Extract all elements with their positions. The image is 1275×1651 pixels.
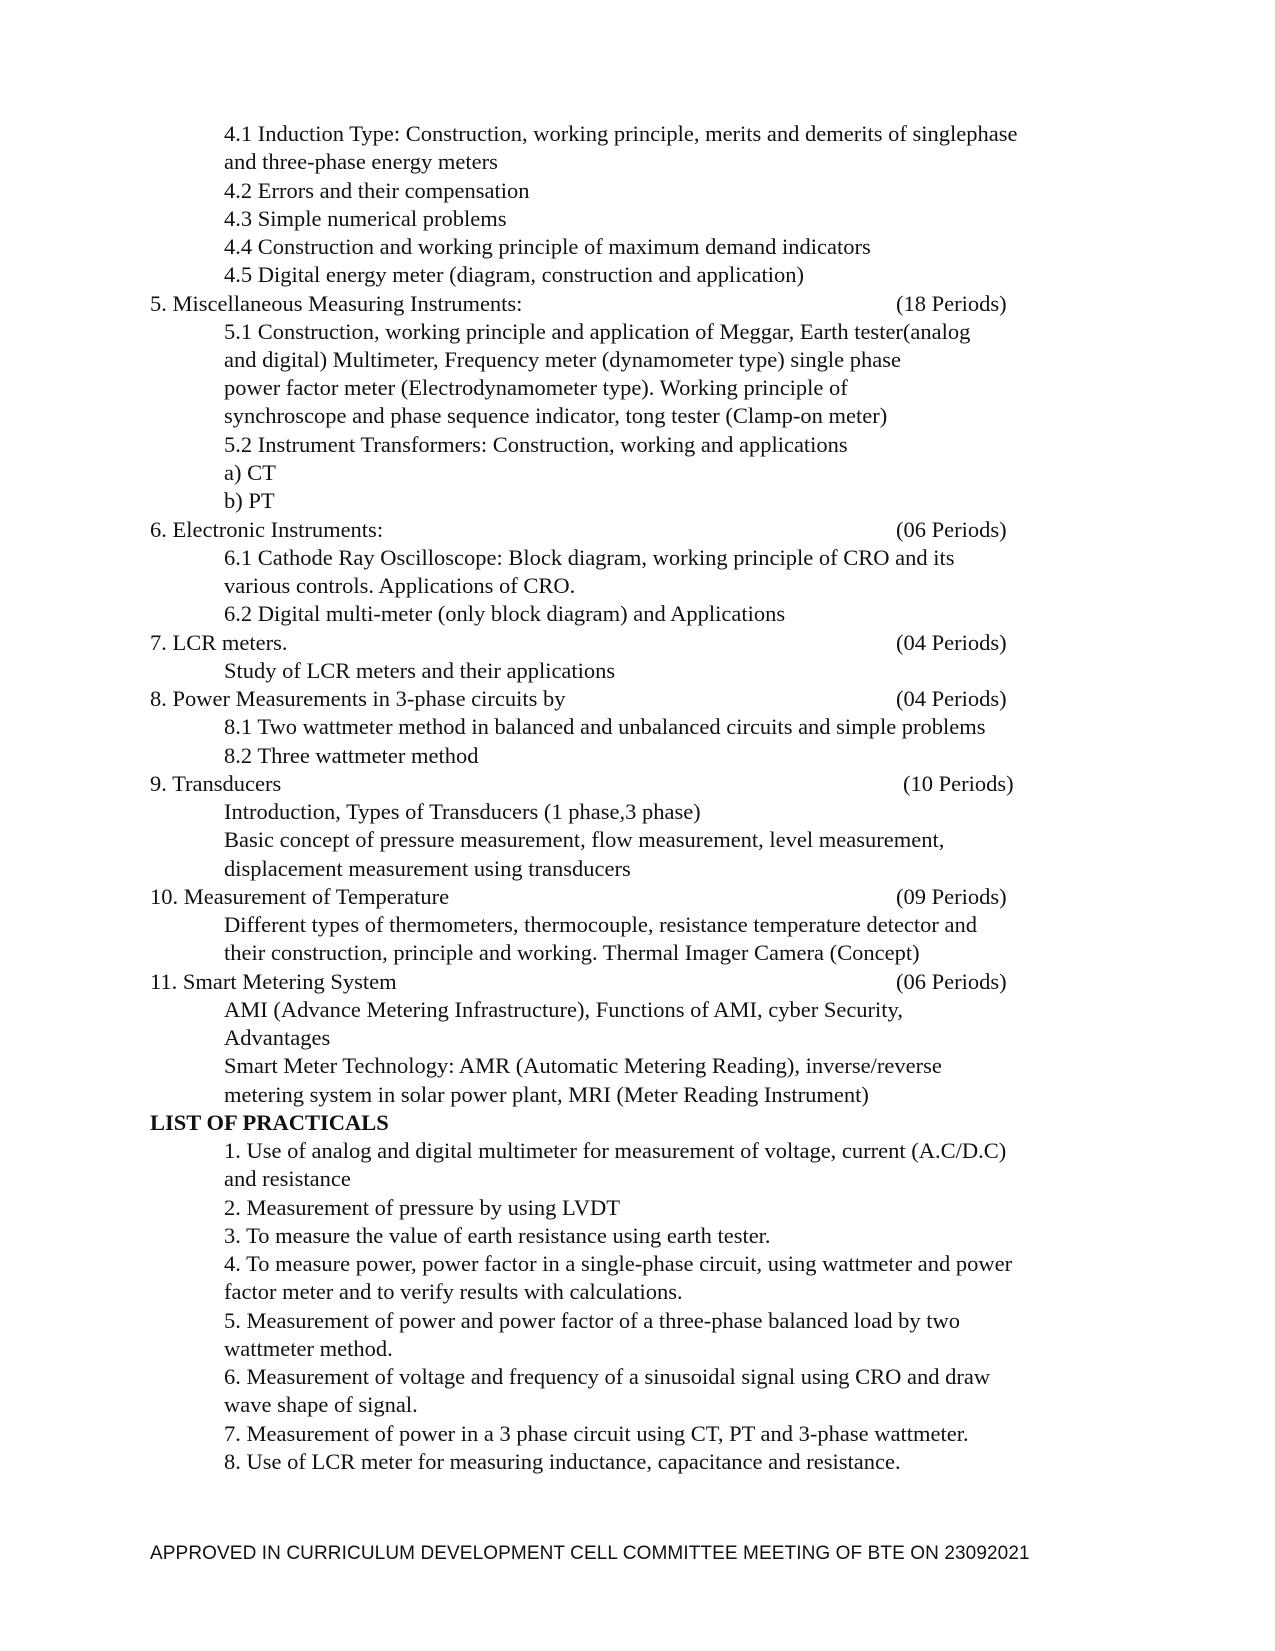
text-line: various controls. Applications of CRO. [224, 573, 576, 598]
practical-line: wave shape of signal. [224, 1392, 418, 1417]
section-heading: 6. Electronic Instruments: [150, 517, 384, 542]
practicals-heading: LIST OF PRACTICALS [150, 1110, 389, 1135]
text-line: 8.1 Two wattmeter method in balanced and unbalanced circuits and simple problems [224, 714, 986, 739]
text-line: synchroscope and phase sequence indicator, tong tester (Clamp-on meter) [224, 403, 888, 428]
text-line: 6.1 Cathode Ray Oscilloscope: Block diagram, working principle of CRO and its [224, 545, 955, 570]
text-line: 4.5 Digital energy meter (diagram, construction and application) [224, 262, 805, 287]
text-line: 4.4 Construction and working principle of maximum demand indicators [224, 234, 871, 259]
text-line: 6.2 Digital multi-meter (only block diagram) and Applications [224, 601, 786, 626]
practical-line: 7. Measurement of power in a 3 phase circuit using CT, PT and 3-phase wattmeter. [224, 1421, 969, 1446]
practical-line: 3. To measure the value of earth resistance using earth tester. [224, 1223, 771, 1248]
text-line: power factor meter (Electrodynamometer type). Working principle of [224, 375, 848, 400]
periods-label: (06 Periods) [896, 969, 1007, 994]
practical-line: factor meter and to verify results with calculations. [224, 1279, 683, 1304]
text-line: Different types of thermometers, thermocouple, resistance temperature detector and [224, 912, 978, 937]
text-line: Smart Meter Technology: AMR (Automatic Metering Reading), inverse/reverse [224, 1053, 942, 1078]
text-line: b) PT [224, 488, 275, 513]
text-line: 4.2 Errors and their compensation [224, 178, 530, 203]
practical-line: 1. Use of analog and digital multimeter for measurement of voltage, current (A.C/D.C) [224, 1138, 1007, 1163]
page-footer: APPROVED IN CURRICULUM DEVELOPMENT CELL COMMITTEE MEETING OF BTE ON 23092021 [150, 1543, 1030, 1564]
text-line: Advantages [224, 1025, 331, 1050]
text-line: and three-phase energy meters [224, 149, 498, 174]
text-line: 8.2 Three wattmeter method [224, 743, 479, 768]
practical-line: 8. Use of LCR meter for measuring inductance, capacitance and resistance. [224, 1449, 901, 1474]
text-line: AMI (Advance Metering Infrastructure), Functions of AMI, cyber Security, [224, 997, 903, 1022]
periods-label: (18 Periods) [896, 291, 1007, 316]
practical-line: 5. Measurement of power and power factor of a three-phase balanced load by two [224, 1308, 960, 1333]
section-heading: 9. Transducers [150, 771, 282, 796]
text-line: and digital) Multimeter, Frequency meter (dynamometer type) single phase [224, 347, 902, 372]
periods-label: (10 Periods) [903, 771, 1014, 796]
practical-line: 6. Measurement of voltage and frequency of a sinusoidal signal using CRO and draw [224, 1364, 991, 1389]
text-line: 5.2 Instrument Transformers: Construction, working and applications [224, 432, 848, 457]
periods-label: (09 Periods) [896, 884, 1007, 909]
text-line: their construction, principle and working. Thermal Imager Camera (Concept) [224, 940, 920, 965]
section-heading: 5. Miscellaneous Measuring Instruments: [150, 291, 523, 316]
text-line: metering system in solar power plant, MRI (Meter Reading Instrument) [224, 1082, 869, 1107]
text-line: 4.1 Induction Type: Construction, working principle, merits and demerits of singlephase [224, 121, 1018, 146]
text-line: Introduction, Types of Transducers (1 phase,3 phase) [224, 799, 701, 824]
periods-label: (06 Periods) [896, 517, 1007, 542]
practical-line: 2. Measurement of pressure by using LVDT [224, 1195, 620, 1220]
section-heading: 7. LCR meters. [150, 630, 288, 655]
periods-label: (04 Periods) [896, 630, 1007, 655]
practical-line: wattmeter method. [224, 1336, 393, 1361]
practical-line: 4. To measure power, power factor in a single-phase circuit, using wattmeter and power [224, 1251, 1013, 1276]
text-line: Study of LCR meters and their applications [224, 658, 616, 683]
section-heading: 8. Power Measurements in 3-phase circuits by [150, 686, 566, 711]
practical-line: and resistance [224, 1166, 351, 1191]
text-line: 4.3 Simple numerical problems [224, 206, 507, 231]
text-line: 5.1 Construction, working principle and application of Meggar, Earth tester(analog [224, 319, 971, 344]
section-heading: 10. Measurement of Temperature [150, 884, 450, 909]
text-line: a) CT [224, 460, 276, 485]
section-heading: 11. Smart Metering System [150, 969, 397, 994]
text-line: Basic concept of pressure measurement, flow measurement, level measurement, [224, 827, 945, 852]
periods-label: (04 Periods) [896, 686, 1007, 711]
text-line: displacement measurement using transducers [224, 856, 631, 881]
